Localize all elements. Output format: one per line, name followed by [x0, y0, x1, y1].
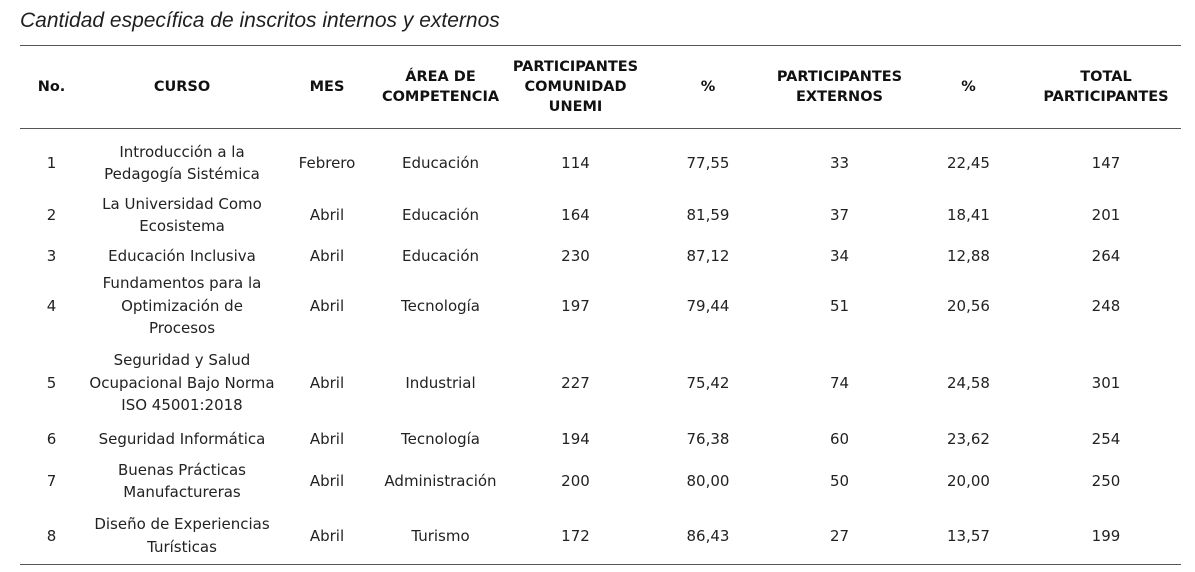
- cell-participantes-comunidad: 164: [561, 205, 590, 224]
- cell-participantes-comunidad: 197: [561, 296, 590, 315]
- cell-pct-internos: 81,59: [686, 205, 730, 224]
- cell-pct-internos: 79,44: [686, 296, 730, 315]
- header-no: [20, 46, 83, 129]
- cell-total: 248: [1091, 296, 1121, 315]
- cell-participantes-comunidad: 114: [561, 153, 590, 172]
- cell-area: Administración: [384, 471, 497, 490]
- cell-mes: Abril: [309, 205, 345, 224]
- cell-no: 5: [46, 373, 57, 392]
- cell-participantes-comunidad: 230: [561, 247, 590, 266]
- header-line: PARTICIPANTES: [776, 69, 903, 85]
- cell-pct-externos: 20,00: [947, 471, 990, 490]
- header-curso: [83, 46, 281, 129]
- cell-mes: Abril: [309, 373, 345, 392]
- cell-area: Tecnología: [401, 430, 480, 449]
- cell-no: 7: [46, 471, 57, 490]
- cell-participantes-externos: 50: [829, 471, 850, 490]
- participants-table: [20, 45, 1181, 565]
- table-row: [20, 341, 1181, 425]
- cell-no: 3: [46, 247, 57, 266]
- course-name-line: Educación Inclusiva: [108, 247, 256, 266]
- cell-mes: Febrero: [298, 153, 356, 172]
- header-mes: [281, 46, 373, 129]
- cell-area: Educación: [401, 153, 480, 172]
- cell-area: Turismo: [411, 526, 470, 545]
- cell-curso: [83, 425, 281, 454]
- cell-pct-internos: 77,55: [686, 153, 730, 172]
- course-name-line: Ecosistema: [139, 217, 225, 235]
- cell-area: Educación: [401, 247, 480, 266]
- cell-participantes-externos: 33: [829, 153, 850, 172]
- table-header: [20, 46, 1181, 129]
- header-line: %: [700, 79, 716, 95]
- table-body: [20, 129, 1181, 565]
- course-name-line: Introducción a la: [119, 142, 245, 161]
- cell-total: 201: [1091, 205, 1121, 224]
- cell-mes: Abril: [309, 430, 345, 449]
- header-total: [1031, 46, 1181, 129]
- cell-area: Educación: [401, 205, 480, 224]
- cell-no: 2: [46, 205, 57, 224]
- cell-mes: Abril: [309, 247, 345, 266]
- cell-participantes-comunidad: 172: [561, 526, 590, 545]
- header-pct-externos: [906, 46, 1031, 129]
- cell-pct-externos: 22,45: [947, 153, 990, 172]
- cell-area: Tecnología: [401, 296, 480, 315]
- course-name-line: Manufactureras: [123, 483, 241, 501]
- course-name-line: Seguridad Informática: [98, 430, 266, 449]
- cell-mes: Abril: [309, 471, 345, 490]
- table-row: [20, 271, 1181, 341]
- header-line: MES: [309, 79, 345, 95]
- header-pct-internos: [643, 46, 773, 129]
- cell-curso: [83, 454, 281, 508]
- cell-curso: [83, 271, 281, 341]
- cell-participantes-externos: 51: [829, 296, 850, 315]
- cell-no: 8: [46, 526, 57, 545]
- course-name-line: La Universidad Como: [102, 194, 262, 213]
- header-line: TOTAL: [1080, 69, 1132, 85]
- table-row: [20, 138, 1181, 188]
- cell-curso: [83, 242, 281, 271]
- cell-participantes-comunidad: 194: [561, 430, 590, 449]
- table-spacer: [20, 129, 1181, 139]
- cell-pct-externos: 20,56: [947, 296, 990, 315]
- course-name-line: Buenas Prácticas: [118, 460, 246, 479]
- cell-pct-internos: 76,38: [686, 430, 730, 449]
- cell-pct-externos: 12,88: [947, 247, 990, 266]
- header-line: UNEMI: [548, 99, 603, 115]
- cell-no: 1: [46, 153, 57, 172]
- header-line: PARTICIPANTES: [512, 59, 639, 75]
- cell-pct-internos: 86,43: [686, 526, 730, 545]
- cell-area: Industrial: [405, 373, 476, 392]
- course-name-line: Turísticas: [147, 537, 217, 556]
- header-line: No.: [37, 79, 66, 95]
- header-line: COMPETENCIA: [381, 89, 500, 105]
- cell-total: 250: [1091, 471, 1121, 490]
- header-line: %: [961, 79, 976, 95]
- cell-pct-externos: 18,41: [947, 205, 990, 224]
- table-row: [20, 188, 1181, 242]
- header-participantes-comunidad: [508, 46, 643, 129]
- cell-participantes-externos: 74: [829, 373, 850, 392]
- header-area: [373, 46, 508, 129]
- course-name-line: Fundamentos para la: [102, 274, 262, 293]
- cell-participantes-externos: 60: [829, 430, 850, 449]
- course-name-line: Diseño de Experiencias: [94, 515, 270, 534]
- cell-pct-externos: 13,57: [947, 526, 990, 545]
- table-row: [20, 242, 1181, 271]
- table-row: [20, 508, 1181, 564]
- table-row: [20, 454, 1181, 508]
- cell-curso: [83, 341, 281, 425]
- cell-curso: [83, 188, 281, 242]
- cell-participantes-externos: 27: [829, 526, 850, 545]
- header-participantes-externos: [773, 46, 906, 129]
- cell-participantes-externos: 34: [829, 247, 850, 266]
- header-line: ÁREA DE: [405, 69, 476, 85]
- course-name-line: Pedagogía Sistémica: [104, 165, 260, 183]
- cell-pct-internos: 80,00: [686, 471, 730, 490]
- cell-mes: Abril: [309, 526, 345, 545]
- cell-participantes-comunidad: 200: [561, 471, 590, 490]
- cell-curso: [83, 508, 281, 564]
- cell-pct-internos: 87,12: [686, 247, 730, 266]
- header-line: CURSO: [153, 79, 211, 95]
- header-line: EXTERNOS: [796, 89, 883, 105]
- table-row: [20, 425, 1181, 454]
- cell-mes: Abril: [309, 296, 345, 315]
- cell-pct-externos: 23,62: [947, 430, 990, 449]
- cell-no: 4: [46, 296, 57, 315]
- header-line: COMUNIDAD: [524, 79, 627, 95]
- cell-total: 147: [1091, 153, 1121, 172]
- cell-total: 254: [1091, 430, 1121, 449]
- course-name-line: Ocupacional Bajo Norma: [89, 373, 275, 392]
- cell-pct-internos: 75,42: [686, 373, 730, 392]
- course-name-line: Seguridad y Salud: [113, 351, 251, 370]
- table-caption: Cantidad específica de inscritos internos y externos: [20, 9, 500, 32]
- cell-total: 301: [1091, 373, 1121, 392]
- cell-participantes-comunidad: 227: [561, 373, 590, 392]
- cell-no: 6: [46, 430, 57, 449]
- cell-curso: [83, 138, 281, 188]
- course-name-line: Procesos: [148, 319, 216, 338]
- header-line: PARTICIPANTES: [1043, 89, 1169, 105]
- course-name-line: ISO 45001:2018: [121, 396, 243, 415]
- header-row: [20, 46, 1181, 129]
- cell-total: 264: [1091, 247, 1121, 266]
- course-name-line: Optimización de: [121, 296, 243, 315]
- cell-pct-externos: 24,58: [947, 373, 990, 392]
- cell-total: 199: [1091, 526, 1121, 545]
- cell-participantes-externos: 37: [829, 205, 850, 224]
